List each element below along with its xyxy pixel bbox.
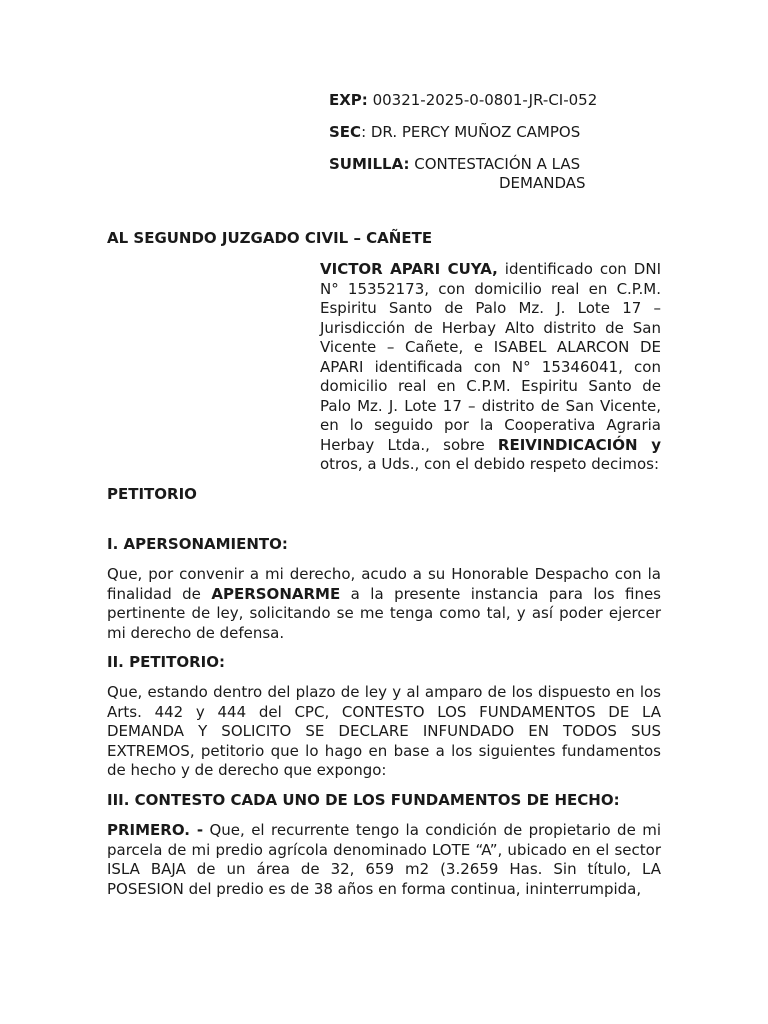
section-1-paragraph [107,565,661,643]
intro-subject: REIVINDICACIÓN y [497,435,661,454]
section-1-text-2: a la presente instancia para los fines pertinente de ley, solicitando se me tenga como tal, y así poder ejercer mi derecho de defensa. [107,584,661,642]
section-3-lead: PRIMERO. - [107,821,204,839]
addressee: AL SEGUNDO JUZGADO CIVIL – CAÑETE [107,229,433,247]
sumilla-line [329,155,629,193]
exp-value: 00321-2025-0-0801-JR-CI-052 [367,91,598,109]
plaintiff-name: VICTOR APARI CUYA, [320,260,498,278]
section-2-paragraph: Que, estando dentro del plazo de ley y al amparo de los dispuesto en los Arts. 442 y 444 del CPC, CONTESTO LOS FUNDAMENTOS DE LA DEMANDA Y SOLICITO SE DECLARE INFUNDADO EN TODOS SUS EXTREMOS, petitorio que lo hago en base a los siguientes fundamentos de hecho y de derecho que expongo: [107,683,661,779]
intro-paragraph [320,260,661,475]
section-1-bold: APERSONARME [211,584,341,603]
section-3-heading: III. CONTESTO CADA UNO DE LOS FUNDAMENTOS DE HECHO: [107,791,620,809]
section-1-heading: I. APERSONAMIENTO: [107,535,288,553]
intro-text-2: otros, a Uds., con el debido respeto decimos: [320,455,660,473]
sumilla-label: SUMILLA: [329,155,410,173]
petitorio-title: PETITORIO [107,485,197,503]
exp-line [329,91,629,110]
sec-value: : DR. PERCY MUÑOZ CAMPOS [361,123,581,141]
section-3-text: Que, el recurrente tengo la condición de propietario de mi parcela de mi predio agrícola denominado LOTE “A”, ubicado en el sector ISLA BAJA de un área de 32, 659 m2 (3.2659 Has. Sin título, LA POSESION del predio es de 38 años en forma continua, ininterrumpida, [107,821,661,898]
sumilla-value-2: DEMANDAS [499,174,586,192]
exp-label: EXP: [329,91,368,109]
case-header [329,91,629,206]
intro-text-1: identificado con DNI N° 15352173, con domicilio real en C.P.M. Espiritu Santo de Palo Mz. J. Lote 17 – Jurisdicción de Herbay Alto distrito de San Vicente – Cañete, e ISABEL ALARCON DE APARI identificada con N° 15346041, con domicilio real en C.P.M. Espiritu Santo de Palo Mz. J. Lote 17 – distrito de San Vicente, en lo seguido por la Cooperativa Agraria Herbay Ltda., sobre [320,260,661,454]
sec-line [329,123,629,142]
section-2-heading: II. PETITORIO: [107,653,226,671]
sumilla-value-1: CONTESTACIÓN A LAS [409,155,581,173]
section-1-text-1: Que, por convenir a mi derecho, acudo a su Honorable Despacho con la finalidad de [107,565,661,603]
sec-label: SEC [329,123,362,141]
section-3-paragraph [107,821,661,899]
